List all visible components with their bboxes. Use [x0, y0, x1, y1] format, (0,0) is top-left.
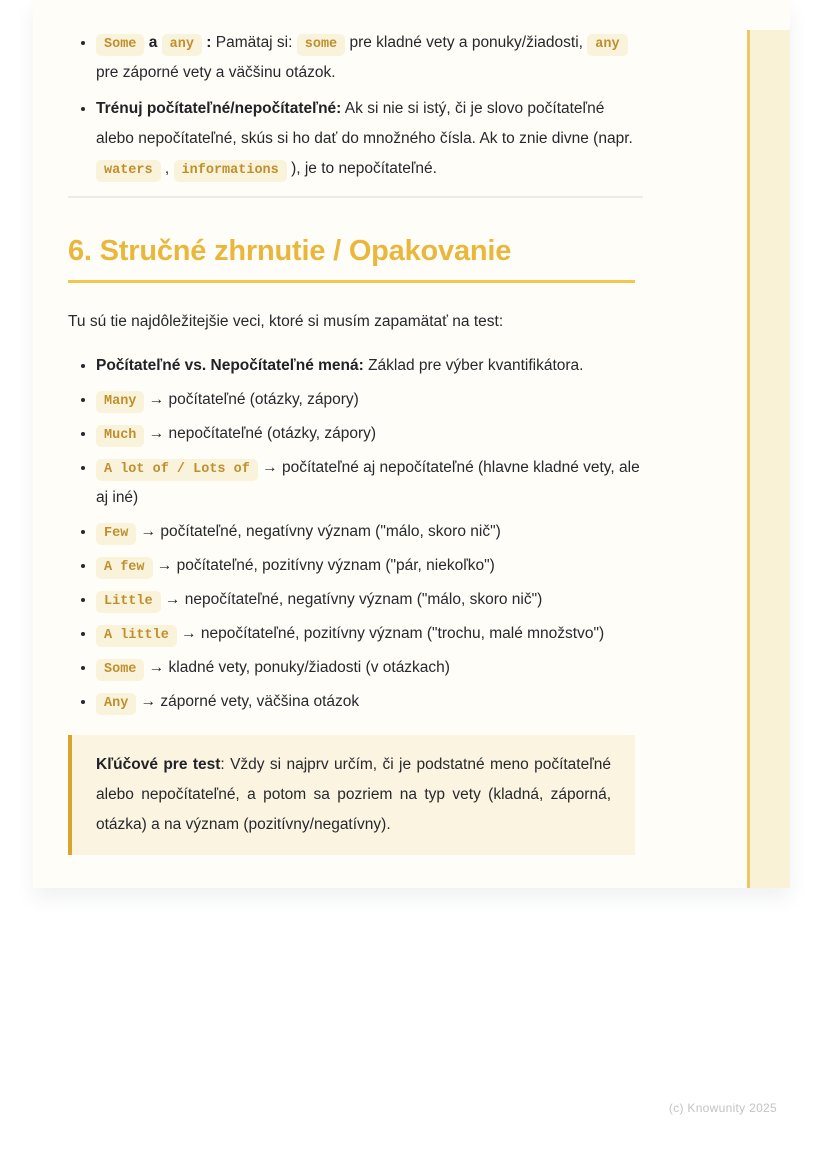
- inline-code-badge: some: [297, 34, 345, 56]
- list-item: [96, 517, 640, 547]
- list-item: [96, 385, 640, 415]
- inline-code-badge: Few: [96, 523, 136, 545]
- list-item-text: → nepočítateľné, pozitívny význam ("trochu, malé množstvo"): [181, 625, 605, 642]
- page-edge-accent-strip: [747, 30, 790, 888]
- list-item: [96, 94, 640, 184]
- list-item-text: → počítateľné, pozitívny význam ("pár, niekoľko"): [156, 557, 495, 574]
- section-heading: 6. Stručné zhrnutie / Opakovanie: [68, 234, 635, 283]
- list-item: [96, 551, 640, 581]
- inline-code-badge: A few: [96, 557, 153, 579]
- section-intro: Tu sú tie najdôležitejšie veci, ktoré si musím zapamätať na test:: [68, 313, 504, 330]
- list-item: [96, 453, 640, 513]
- inline-code-badge: A lot of / Lots of: [96, 459, 258, 481]
- list-item-text: → záporné vety, väčšina otázok: [140, 693, 360, 710]
- inline-code-badge: Any: [96, 693, 136, 715]
- list-item: [96, 419, 640, 449]
- list-item-text: Pamätaj si:: [215, 34, 293, 51]
- list-item: [96, 585, 640, 615]
- callout-text: : Vždy si najprv určím, či je podstatné meno počítateľné alebo nepočítateľné, a potom sa pozriem na typ vety (kladná, záporná, otázka) a na význam (pozitívny/negatívny).: [96, 756, 611, 833]
- list-item-text: pre záporné vety a väčšinu otázok.: [96, 64, 336, 81]
- list-item-text: → počítateľné (otázky, zápory): [148, 391, 359, 408]
- inline-code-badge: informations: [174, 160, 287, 182]
- document-page: [33, 0, 790, 888]
- bold-text: a: [148, 34, 158, 51]
- list-item-lead: Trénuj počítateľné/nepočítateľné:: [96, 100, 342, 117]
- inline-code-badge: Much: [96, 425, 144, 447]
- inline-code-badge: Some: [96, 659, 144, 681]
- list-item-text: → počítateľné, negatívny význam ("málo, skoro nič"): [140, 523, 501, 540]
- list-item: [96, 619, 640, 649]
- list-item-text: → počítateľné aj nepočítateľné (hlavne kladné vety, ale aj iné): [96, 459, 640, 506]
- list-item-text: pre kladné vety a ponuky/žiadosti,: [349, 34, 583, 51]
- inline-code-badge: Some: [96, 34, 144, 56]
- list-item-text: Ak si nie si istý, či je slovo počítateľné alebo nepočítateľné, skús si ho dať do množného čísla. Ak to znie divne (napr.: [96, 100, 633, 147]
- callout-lead: Kľúčové pre test: [96, 756, 221, 773]
- list-item-text: → nepočítateľné (otázky, zápory): [148, 425, 377, 442]
- copyright-notice: (c) Knowunity 2025: [668, 1101, 777, 1115]
- list-item: [96, 28, 640, 88]
- list-item-text: → nepočítateľné, negatívny význam ("málo, skoro nič"): [164, 591, 543, 608]
- list-item-lead: Počítateľné vs. Nepočítateľné mená:: [96, 357, 364, 374]
- list-item: [96, 653, 640, 683]
- key-takeaway-callout: [68, 735, 635, 855]
- inline-code-badge: waters: [96, 160, 161, 182]
- inline-code-badge: Many: [96, 391, 144, 413]
- list-item: [96, 351, 640, 381]
- inline-code-badge: Little: [96, 591, 161, 613]
- list-item-text: ), je to nepočítateľné.: [291, 160, 437, 177]
- list-item-text: → kladné vety, ponuky/žiadosti (v otázkach): [148, 659, 450, 676]
- list-item-text: ,: [164, 160, 170, 177]
- section-divider: [68, 196, 643, 198]
- document-content: [68, 0, 640, 855]
- bold-text: :: [206, 34, 212, 51]
- tips-list: [68, 28, 640, 184]
- inline-code-badge: any: [162, 34, 202, 56]
- summary-list: [68, 351, 640, 717]
- inline-code-badge: A little: [96, 625, 177, 647]
- list-item: [96, 687, 640, 717]
- inline-code-badge: any: [587, 34, 627, 56]
- list-item-text: Základ pre výber kvantifikátora.: [368, 357, 584, 374]
- list-item-lead: [96, 34, 211, 51]
